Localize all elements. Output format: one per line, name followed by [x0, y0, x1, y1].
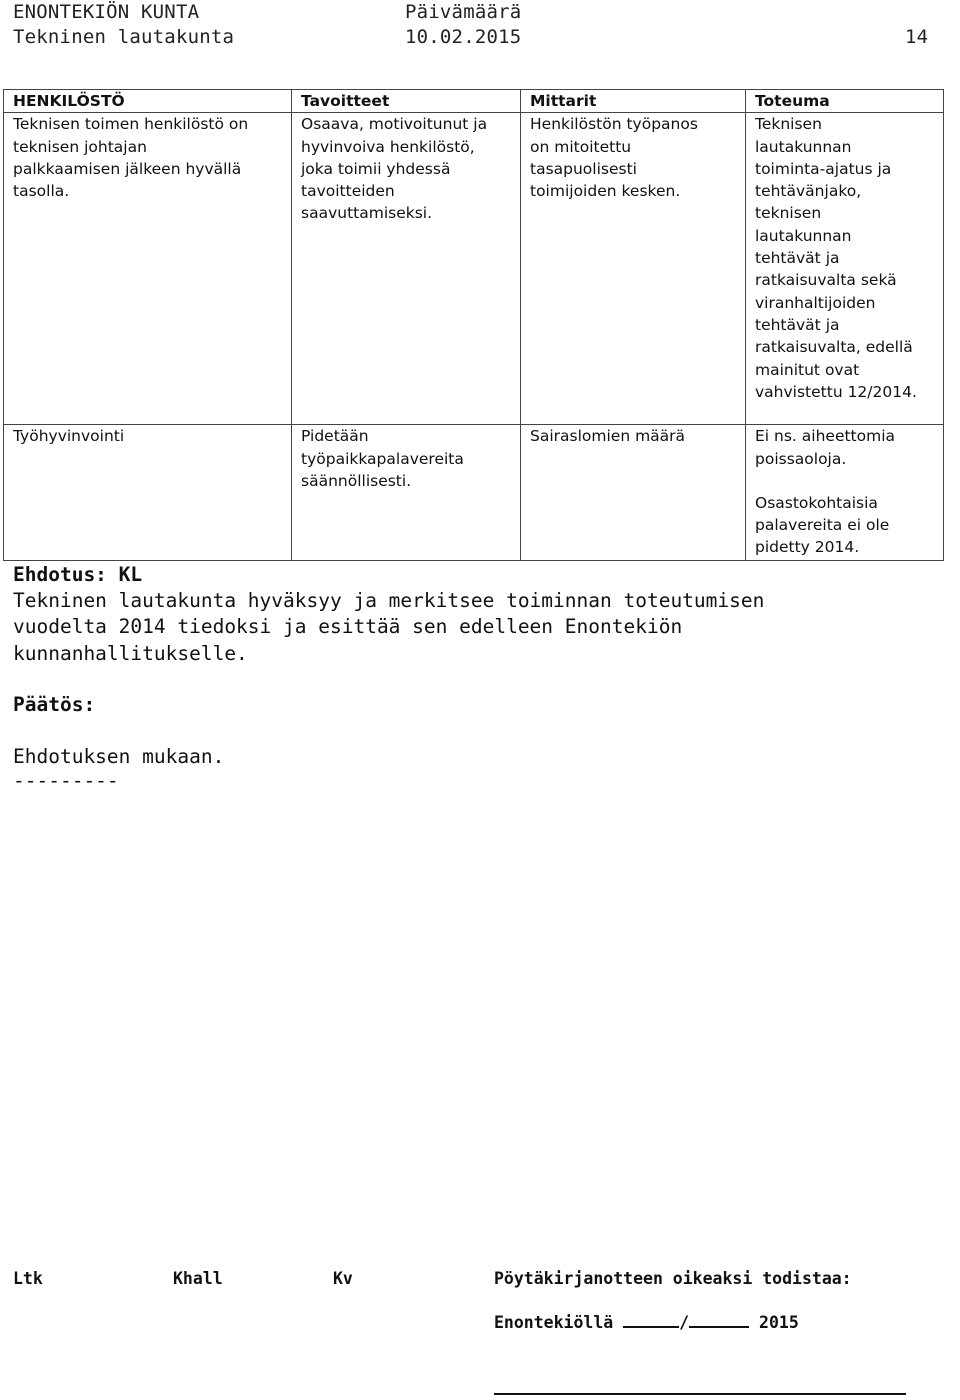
table-cell — [292, 425, 521, 560]
personnel-table — [3, 89, 944, 561]
date-label: Päivämäärä — [405, 1, 522, 23]
table-row — [4, 425, 944, 560]
day-blank-line — [623, 1312, 679, 1328]
cell-text: Työhyvinvointi — [13, 427, 125, 446]
municipality-name: ENONTEKIÖN KUNTA — [13, 1, 200, 23]
date-slash: / — [679, 1313, 690, 1332]
proposal-text-line: kunnanhallitukselle. — [13, 642, 248, 665]
column-header-realization: Toteuma — [746, 90, 944, 113]
page-number: 14 — [905, 26, 929, 48]
column-header-personnel: HENKILÖSTÖ — [4, 90, 292, 113]
cell-text: Henkilöstön työpanos on mitoitettu tasapuolisesti toimijoiden kesken. — [530, 115, 698, 201]
decision-separator: --------- — [13, 769, 119, 792]
footer-kv: Kv — [333, 1269, 353, 1288]
table-cell — [521, 113, 746, 425]
footer-place: Enontekiöllä — [494, 1313, 614, 1332]
cell-text: Teknisen toimen henkilöstö on teknisen johtajan palkkaamisen jälkeen hyvällä tasolla. — [13, 115, 249, 201]
footer-year: 2015 — [759, 1313, 799, 1332]
column-header-goals: Tavoitteet — [292, 90, 521, 113]
signature-line — [494, 1393, 906, 1395]
proposal-label: Ehdotus: KL — [13, 563, 143, 586]
cell-text: Pidetään työpaikkapalavereita säännöllisesti. — [301, 427, 464, 490]
column-header-metrics: Mittarit — [521, 90, 746, 113]
table-cell — [521, 425, 746, 560]
decision-label: Päätös: — [13, 693, 96, 716]
cell-text: Osastokohtaisia palavereita ei ole pidetty 2014. — [755, 493, 890, 557]
table-cell — [4, 425, 292, 560]
cell-spacer — [755, 470, 943, 492]
table-row — [4, 113, 944, 425]
meeting-date: 10.02.2015 — [405, 26, 522, 48]
cell-text: Teknisen lautakunnan toiminta-ajatus ja tehtävänjako, teknisen lautakunnan tehtävät ja ratkaisuvalta sekä viranhaltijoiden tehtävät ja ratkaisuvalta, edellä mainitut ovat vahvistettu 12/2014. — [755, 115, 917, 401]
table-cell — [4, 113, 292, 425]
footer-khall: Khall — [173, 1269, 223, 1288]
table-header-row — [4, 90, 944, 113]
table-cell — [746, 113, 944, 425]
month-blank-line — [689, 1312, 749, 1328]
table-cell — [746, 425, 944, 560]
cell-text: Osaava, motivoitunut ja hyvinvoiva henkilöstö, joka toimii yhdessä tavoitteiden saavuttamiseksi. — [301, 115, 488, 223]
decision-text: Ehdotuksen mukaan. — [13, 745, 225, 768]
cell-text: Ei ns. aiheettomia poissaoloja. — [755, 427, 896, 468]
footer-place-date — [494, 1312, 799, 1332]
footer-ltk: Ltk — [13, 1269, 43, 1288]
footer-certify-label: Pöytäkirjanotteen oikeaksi todistaa: — [494, 1269, 852, 1288]
cell-text: Sairaslomien määrä — [530, 427, 686, 446]
proposal-text-line: vuodelta 2014 tiedoksi ja esittää sen edelleen Enontekiön — [13, 615, 683, 638]
proposal-text-line: Tekninen lautakunta hyväksyy ja merkitsee toiminnan toteutumisen — [13, 589, 765, 612]
table-cell — [292, 113, 521, 425]
board-name: Tekninen lautakunta — [13, 26, 235, 48]
